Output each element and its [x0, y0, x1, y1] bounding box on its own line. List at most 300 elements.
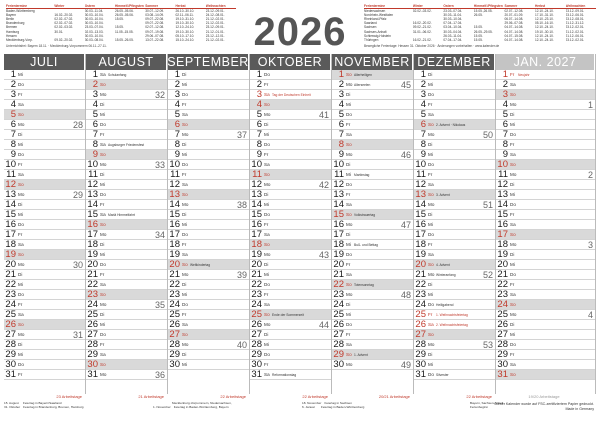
- day-row: [86, 110, 167, 120]
- day-number: 17: [497, 228, 508, 240]
- day-number: 4: [174, 98, 180, 110]
- day-row: [4, 350, 85, 360]
- day-number: 29: [169, 348, 180, 360]
- weekday: So: [264, 102, 270, 107]
- day-number: 18: [5, 238, 16, 250]
- holiday-table-cell: 12.10.-24.10.: [534, 9, 554, 14]
- day-row: [86, 70, 167, 80]
- day-row: [168, 190, 249, 200]
- day-number: 21: [87, 268, 98, 280]
- month-days: [496, 70, 595, 380]
- day-row: [168, 300, 249, 310]
- weekday: Mi: [100, 182, 105, 187]
- day-number: 22: [415, 278, 426, 290]
- month-column: [414, 54, 496, 394]
- day-row: [414, 120, 495, 130]
- day-row: [168, 200, 249, 210]
- day-number: 21: [415, 268, 426, 280]
- day-number: 12: [333, 178, 344, 190]
- holiday-table-cell: 02.03.-13.03.: [84, 29, 104, 34]
- weekday: Do: [346, 322, 352, 327]
- holiday-table-head-cell: Himmelf./Pfingsten: [473, 4, 503, 8]
- weekday: Di: [100, 102, 105, 107]
- month-days: [414, 70, 495, 380]
- day-row: [332, 160, 413, 170]
- holiday-table-cell: 16.02.-20.02.: [412, 21, 432, 26]
- holiday-table-cell: 23.12.-09.01.: [565, 9, 585, 14]
- day-number: 6: [338, 118, 344, 130]
- holiday-table-cell: 04.07.-15.08.: [504, 33, 524, 38]
- day-row: [86, 360, 167, 370]
- day-row: [4, 100, 85, 110]
- work-days-count: 22 Arbeitstage: [466, 394, 492, 399]
- weekday: Sa: [18, 242, 24, 247]
- day-number: 2: [502, 78, 508, 90]
- print-note: Dieser Kalender wurde auf FSC-zertifiziertem Papier gedruckt. Made in Germany: [494, 402, 594, 411]
- day-row: [250, 270, 331, 280]
- weekday: Mi: [346, 172, 351, 177]
- weekday: Mi: [428, 292, 433, 297]
- day-row: [414, 360, 495, 370]
- day-row: [250, 260, 331, 270]
- weekday: Mi: [428, 362, 433, 367]
- day-number: 21: [5, 268, 16, 280]
- day-row: [496, 220, 595, 230]
- weekday: Do: [18, 82, 24, 87]
- day-row: [86, 160, 167, 170]
- day-number: 18: [415, 238, 426, 250]
- day-row: [414, 180, 495, 190]
- day-number: 11: [334, 168, 344, 180]
- day-number: 24: [497, 298, 508, 310]
- weekday: Mo: [182, 342, 189, 347]
- day-number: 15: [251, 208, 262, 220]
- weekday: Do: [18, 292, 24, 297]
- holiday-table-cell: 12.10.-23.10.: [534, 17, 554, 22]
- day-number: 22: [497, 278, 508, 290]
- weekday: Di: [510, 252, 515, 257]
- day-note: Buß- und Bettag: [354, 242, 379, 247]
- holiday-table-cell: 30.03.-10.04.: [84, 13, 104, 18]
- day-number: 11: [6, 168, 16, 180]
- day-number: 22: [333, 278, 344, 290]
- holiday-table-cell: 15.05.: [473, 37, 483, 42]
- weekday: Sa: [100, 212, 106, 217]
- holiday-table-head-cell: Sommer: [504, 4, 518, 8]
- holiday-table-cell: 07.04.-17.04.: [443, 37, 463, 42]
- day-number: 10: [169, 158, 180, 170]
- day-row: [250, 160, 331, 170]
- day-number: 17: [5, 228, 16, 240]
- month-name: DEZEMBER: [414, 54, 495, 70]
- day-number: 18: [333, 238, 344, 250]
- weekday: Sa: [346, 132, 352, 137]
- holiday-table-cell: 15.05.,26.05.: [473, 9, 493, 14]
- weekday: So: [264, 242, 270, 247]
- day-number: 6: [420, 118, 426, 130]
- day-row: [496, 140, 595, 150]
- day-number: 22: [87, 278, 98, 290]
- day-number: 20: [251, 258, 262, 270]
- month-name: SEPTEMBER: [167, 55, 249, 69]
- weekday: Sa: [18, 172, 24, 177]
- weekday: Fr: [264, 152, 269, 157]
- day-row: [414, 100, 495, 110]
- day-number: 19: [415, 248, 426, 260]
- weekday: Do: [510, 132, 516, 137]
- day-number: 13: [415, 188, 426, 200]
- holiday-table-cell: 21.12.-02.01.: [205, 21, 225, 26]
- weekday: Mi: [264, 132, 269, 137]
- day-row: [168, 290, 249, 300]
- day-row: [414, 160, 495, 170]
- day-row: [496, 170, 595, 180]
- day-row: [250, 190, 331, 200]
- day-note: Winteranfang: [436, 272, 456, 277]
- week-number: 2: [587, 169, 593, 180]
- day-row: [86, 190, 167, 200]
- day-row: [332, 310, 413, 320]
- work-days-count: 20/21 Arbeitstage: [378, 394, 410, 399]
- weekday: Di: [428, 282, 433, 287]
- day-row: [496, 370, 595, 380]
- weekday: Sa: [428, 322, 434, 327]
- day-row: [86, 290, 167, 300]
- holiday-table-cell: 16.02.-20.02.: [54, 13, 74, 18]
- day-row: [332, 320, 413, 330]
- day-number: 23: [415, 288, 426, 300]
- weekday: Fr: [18, 372, 23, 377]
- holiday-table-head-cell: Herbst: [534, 4, 546, 8]
- holiday-table-cell: 23.03.-07.04.: [84, 25, 104, 30]
- day-number: 27: [497, 328, 508, 340]
- day-row: [496, 320, 595, 330]
- holiday-table-cell: 30.01.: [54, 29, 64, 34]
- day-number: 28: [5, 338, 16, 350]
- holiday-table-cell: 23.12.-12.01.: [205, 33, 225, 38]
- day-row: [332, 180, 413, 190]
- day-row: [332, 200, 413, 210]
- weekday: Sa: [510, 362, 516, 367]
- day-row: [86, 130, 167, 140]
- weekday: So: [182, 332, 188, 337]
- holiday-table-cell: 04.07.-14.08.: [504, 37, 524, 42]
- day-row: [168, 70, 249, 80]
- weekday: Sa: [428, 252, 434, 257]
- holiday-table-cell: 17.10.-31.10.: [534, 13, 554, 18]
- day-row: [86, 260, 167, 270]
- day-number: 17: [251, 228, 262, 240]
- day-number: 2: [174, 78, 180, 90]
- day-row: [496, 210, 595, 220]
- month-column: [4, 54, 86, 394]
- week-number: 28: [72, 119, 83, 130]
- day-row: [168, 250, 249, 260]
- day-note: Allerseelen: [354, 82, 371, 87]
- weekday: So: [428, 262, 434, 267]
- weekday: So: [346, 352, 352, 357]
- holiday-table-cell: 07.04.-17.04.: [443, 21, 463, 26]
- footnote-text: Feiertag in Brandenburg, Bremen, Hamburg: [23, 405, 84, 409]
- week-number: 50: [482, 129, 493, 140]
- day-row: [168, 220, 249, 230]
- day-number: 5: [420, 108, 426, 120]
- day-number: 12: [169, 178, 180, 190]
- holiday-table-cell: Hamburg: [6, 29, 20, 34]
- weekday: Sa: [182, 252, 188, 257]
- day-row: [250, 70, 331, 80]
- day-number: 1: [92, 68, 98, 80]
- holiday-table-head-cell: Winter: [412, 4, 423, 8]
- weekday: Do: [182, 162, 188, 167]
- weekday: Mo: [346, 82, 353, 87]
- day-number: 30: [5, 358, 16, 370]
- day-number: 21: [251, 268, 262, 280]
- weekday: Do: [428, 372, 434, 377]
- day-row: [4, 230, 85, 240]
- weekday: Do: [264, 142, 270, 147]
- day-number: 5: [10, 108, 16, 120]
- week-number: 46: [400, 149, 411, 160]
- day-number: 24: [333, 298, 344, 310]
- weekday: Do: [100, 122, 106, 127]
- holiday-table-cell: 15.05.: [473, 33, 483, 38]
- day-number: 9: [338, 148, 344, 160]
- day-row: [332, 130, 413, 140]
- holiday-table-cell: 19.10.-30.10.: [175, 29, 195, 34]
- day-row: [168, 120, 249, 130]
- day-number: 10: [333, 158, 344, 170]
- day-number: 9: [502, 148, 508, 160]
- day-number: 19: [169, 248, 180, 260]
- day-number: 4: [338, 98, 344, 110]
- day-row: [86, 330, 167, 340]
- day-number: 26: [497, 318, 508, 330]
- day-row: [496, 200, 595, 210]
- weekday: Fr: [264, 362, 269, 367]
- week-number: 44: [318, 319, 329, 330]
- day-number: 15: [87, 208, 98, 220]
- day-row: [250, 320, 331, 330]
- day-row: [496, 290, 595, 300]
- day-row: [414, 200, 495, 210]
- weekday: Fr: [18, 302, 23, 307]
- weekday: Di: [182, 72, 187, 77]
- day-row: [332, 90, 413, 100]
- day-row: [496, 180, 595, 190]
- holiday-table-cell: Brandenburg: [6, 21, 25, 26]
- weekday: Mo: [510, 312, 517, 317]
- holiday-table-cell: 23.12.-06.01.: [565, 13, 585, 18]
- day-number: 11: [498, 168, 508, 180]
- day-number: 16: [169, 218, 180, 230]
- weekday: Do: [18, 222, 24, 227]
- day-row: [250, 370, 331, 380]
- holiday-table-head-cell: Himmelf./Pfingsten: [114, 4, 144, 8]
- weekday: So: [100, 362, 106, 367]
- day-row: [496, 250, 595, 260]
- day-row: [86, 180, 167, 190]
- weekday: Sa: [264, 232, 270, 237]
- day-number: 26: [169, 318, 180, 330]
- day-number: 23: [87, 288, 98, 300]
- day-number: 21: [333, 268, 344, 280]
- day-row: [4, 210, 85, 220]
- day-number: 23: [497, 288, 508, 300]
- month-days: [86, 70, 167, 380]
- weekday: Mo: [346, 222, 353, 227]
- day-number: 6: [256, 118, 262, 130]
- day-number: 9: [420, 148, 426, 160]
- day-number: 23: [333, 288, 344, 300]
- day-row: [168, 280, 249, 290]
- holiday-table-cell: 04.07.-14.08.: [504, 29, 524, 34]
- day-note: 1. Advent: [354, 352, 368, 357]
- day-row: [4, 180, 85, 190]
- day-row: [414, 320, 495, 330]
- day-row: [250, 340, 331, 350]
- day-row: [332, 280, 413, 290]
- weekday: Mi: [18, 282, 23, 287]
- day-number: 1: [174, 68, 180, 80]
- weekday: Fr: [100, 202, 105, 207]
- weekday: Mi: [428, 222, 433, 227]
- holiday-table-head-cell: Ferientermine: [6, 4, 28, 8]
- holiday-table-cell: 30.03.-10.04.: [443, 17, 463, 22]
- holiday-table-cell: 09.07.-22.08.: [145, 17, 165, 22]
- weekday: Fr: [346, 332, 351, 337]
- day-number: 9: [256, 148, 262, 160]
- day-row: [168, 260, 249, 270]
- week-number: 49: [400, 359, 411, 370]
- holiday-table-cell: 30.03.-10.04.: [84, 21, 104, 26]
- holiday-table-cell: 15.05.: [473, 25, 483, 30]
- holiday-table-cell: 20.07.-01.09.: [504, 13, 524, 18]
- day-number: 26: [251, 318, 262, 330]
- week-number: 42: [318, 179, 329, 190]
- day-row: [250, 280, 331, 290]
- day-number: 10: [497, 158, 508, 170]
- day-row: [414, 220, 495, 230]
- weekday: Mi: [100, 252, 105, 257]
- day-number: 28: [251, 338, 262, 350]
- holiday-table-cell: 09.02.-20.02.: [54, 37, 74, 42]
- weekday: Mi: [264, 202, 269, 207]
- holiday-table-cell: Niedersachsen: [364, 9, 386, 14]
- holiday-table-cell: 05.10.-16.10.: [534, 21, 554, 26]
- day-number: 3: [420, 88, 426, 100]
- day-note: Reformationstag: [272, 372, 297, 377]
- day-row: [86, 220, 167, 230]
- holiday-table-cell: 03.04.-10.04.: [443, 25, 463, 30]
- weekday: Di: [346, 232, 351, 237]
- day-number: 20: [5, 258, 16, 270]
- footnote-column: [153, 401, 298, 409]
- holiday-table-cell: 30.07.-12.09.: [145, 9, 165, 14]
- day-row: [250, 290, 331, 300]
- weekday: Mi: [346, 242, 351, 247]
- weekday: Fr: [510, 282, 515, 287]
- weekday: Mi: [100, 112, 105, 117]
- day-row: [496, 240, 595, 250]
- day-number: 8: [92, 138, 98, 150]
- day-row: [168, 320, 249, 330]
- day-row: [332, 70, 413, 80]
- day-row: [496, 300, 595, 310]
- holiday-table-cell: 30.03.-11.04.: [84, 9, 104, 14]
- day-number: 19: [497, 248, 508, 260]
- day-number: 3: [10, 88, 16, 100]
- holiday-table-cell: 02.07.-12.08.: [145, 25, 165, 30]
- day-row: [86, 310, 167, 320]
- footnote-item: [153, 405, 298, 409]
- weekday: Fr: [18, 162, 23, 167]
- day-number: 7: [502, 128, 508, 140]
- day-row: [414, 250, 495, 260]
- weekday: Sa: [510, 152, 516, 157]
- day-number: 26: [87, 318, 98, 330]
- weekday: Mo: [264, 182, 271, 187]
- day-row: [250, 180, 331, 190]
- holiday-table-cell: 03.08.-14.09.: [145, 13, 165, 18]
- holiday-table-head-cell: Sommer: [145, 4, 158, 8]
- day-number: 30: [87, 358, 98, 370]
- holiday-table-cell: 09.07.-22.08.: [145, 21, 165, 26]
- holiday-table-cell: 21.12.-06.01.: [565, 33, 585, 38]
- weekday: Fr: [510, 142, 515, 147]
- day-number: 25: [87, 308, 98, 320]
- holiday-table-row: [6, 38, 236, 42]
- day-row: [332, 230, 413, 240]
- day-row: [86, 150, 167, 160]
- weekday: Mo: [264, 252, 271, 257]
- day-number: 10: [251, 158, 262, 170]
- weekday: Fr: [510, 72, 515, 77]
- weekday: Mo: [18, 332, 25, 337]
- day-note: 2. Weihnachtsfeiertag: [436, 322, 468, 327]
- holiday-table-cell: 23.12.-08.01.: [565, 17, 585, 22]
- week-number: 41: [318, 109, 329, 120]
- weekday: Mo: [346, 362, 353, 367]
- weekday: Fr: [100, 132, 105, 137]
- day-number: 12: [251, 178, 262, 190]
- holiday-table-cell: 04.07.-14.08.: [504, 25, 524, 30]
- weekday: Fr: [182, 102, 187, 107]
- weekday: Sa: [264, 302, 270, 307]
- weekday: Mi: [18, 72, 23, 77]
- weekday: So: [346, 142, 352, 147]
- day-row: [4, 190, 85, 200]
- weekday: Mi: [100, 322, 105, 327]
- footnote-text: Feiertag in Baden-Württemberg: [321, 405, 365, 409]
- weekday: Mi: [428, 82, 433, 87]
- week-number: 4: [587, 309, 593, 320]
- day-row: [414, 70, 495, 80]
- day-number: 23: [5, 288, 16, 300]
- weekday: Di: [264, 122, 269, 127]
- day-number: 2: [338, 78, 344, 90]
- day-number: 31: [497, 368, 508, 380]
- weekday: Do: [346, 182, 352, 187]
- day-number: 26: [333, 318, 344, 330]
- weekday: Di: [182, 212, 187, 217]
- weekday: So: [346, 72, 352, 77]
- weekday: Mo: [182, 132, 189, 137]
- weekday: Do: [264, 282, 270, 287]
- day-number: 25: [169, 308, 180, 320]
- week-number: 52: [482, 269, 493, 280]
- day-row: [250, 330, 331, 340]
